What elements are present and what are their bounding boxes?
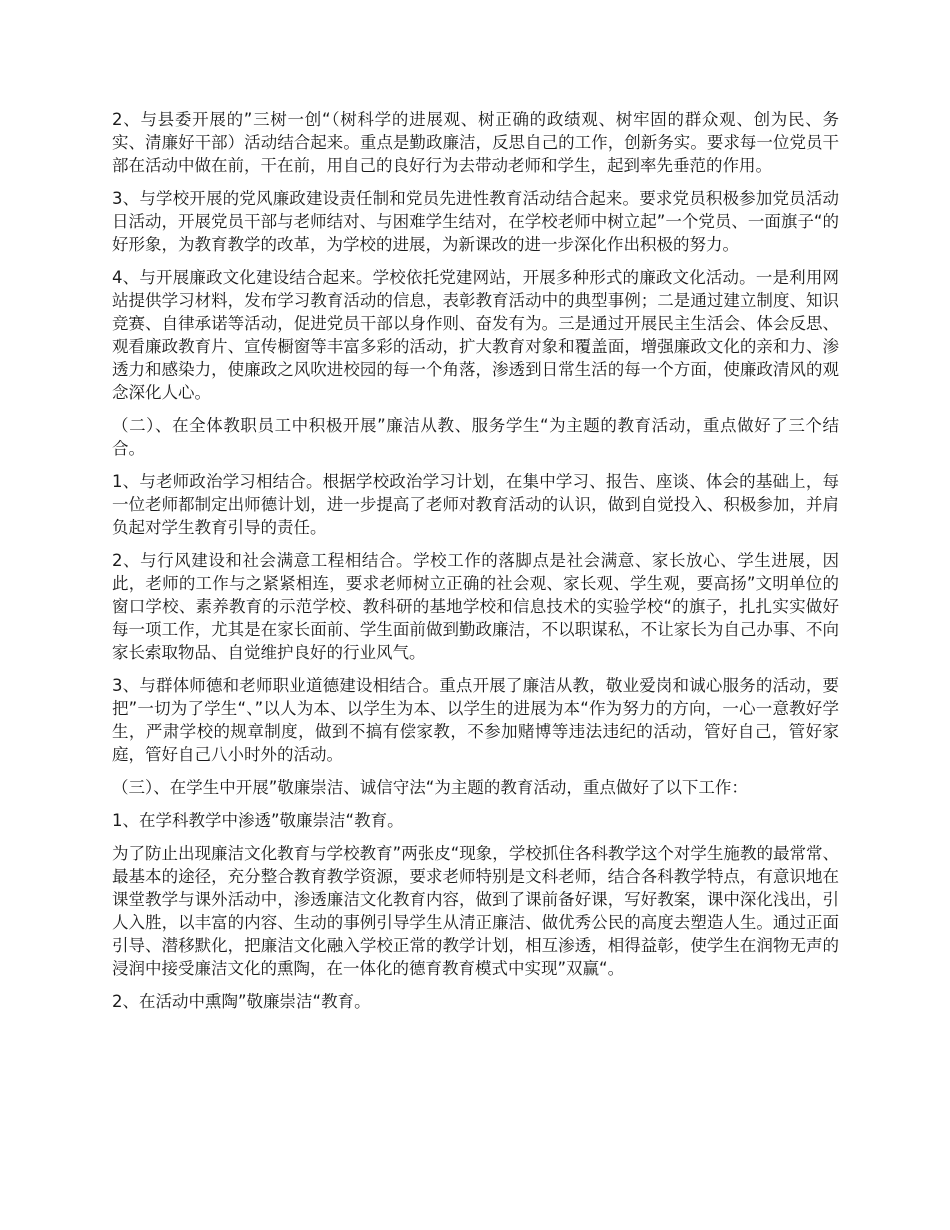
paragraph-section-two-heading: （二）、在全体教职员工中积极开展”廉洁从教、服务学生“为主题的教育活动，重点做好了三个结合。 <box>112 416 839 458</box>
paragraph-political-study: 1、与老师政治学习相结合。根据学校政治学习计划，在集中学习、报告、座谈、体会的基础上，每一位老师都制定出师德计划，进一步提高了老师对教育活动的认识，做到自觉投入、积极参加，并肩负起对学生教育引导的责任。 <box>112 472 839 537</box>
paragraph-section-three-heading: （三）、在学生中开展”敬廉崇洁、诚信守法“为主题的教育活动，重点做好了以下工作： <box>112 778 748 797</box>
document-page <box>112 108 839 1023</box>
paragraph-activity-heading: 2、在活动中熏陶”敬廉崇洁“教育。 <box>112 992 371 1011</box>
paragraph-industry-style: 2、与行风建设和社会满意工程相结合。学校工作的落脚点是社会满意、家长放心、学生进展，因此，老师的工作与之紧紧相连，要求老师树立正确的社会观、家长观、学生观，要高扬”文明单位的窗口学校、素养教育的示范学校、教科研的基地学校和信息技术的实验学校“的旗子，扎扎实实做好每一项工作，尤其是在家长面前、学生面前做到勤政廉洁，不以职谋私，不让家长为自己办事、不向家长索取物品、自觉维护良好的行业风气。 <box>112 551 839 662</box>
paragraph-teacher-ethics: 3、与群体师德和老师职业道德建设相结合。重点开展了廉洁从教，敬业爱岗和诚心服务的活动，要把”一切为了学生“、”以人为本、以学生为本、以学生的进展为本“作为努力的方向，一心一意教好学生，严肃学校的规章制度，做到不搞有偿家教，不参加赌博等违法违纪的活动，管好自己，管好家庭，管好自己八小时外的活动。 <box>112 676 839 764</box>
paragraph-county-activity: 2、与县委开展的”三树一创“（树科学的进展观、树正确的政绩观、树牢固的群众观、创为民、务实、清廉好干部）活动结合起来。重点是勤政廉洁，反思自己的工作，创新务实。要求每一位党员干部在活动中做在前，干在前，用自己的良好行为去带动老师和学生，起到率先垂范的作用。 <box>112 110 839 175</box>
paragraph-subject-teaching-heading: 1、在学科教学中渗透”敬廉崇洁“教育。 <box>112 811 404 830</box>
paragraph-clean-culture: 4、与开展廉政文化建设结合起来。学校依托党建网站，开展多种形式的廉政文化活动。一是利用网站提供学习材料，发布学习教育活动的信息，表彰教育活动中的典型事例；二是通过建立制度、知识竞赛、自律承诺等活动，促进党员干部以身作则、奋发有为。三是通过开展民主生活会、体会反思、观看廉政教育片、宣传橱窗等丰富多彩的活动，扩大教育对象和覆盖面，增强廉政文化的亲和力、渗透力和感染力，使廉政之风吹进校园的每一个角落，渗透到日常生活的每一个方面，使廉政清风的观念深化人心。 <box>112 268 839 402</box>
paragraph-school-party-style: 3、与学校开展的党风廉政建设责任制和党员先进性教育活动结合起来。要求党员积极参加党员活动日活动，开展党员干部与老师结对、与困难学生结对，在学校老师中树立起”一个党员、一面旗子“的好形象，为教育教学的改革，为学校的进展，为新课改的进一步深化作出积极的努力。 <box>112 189 839 254</box>
paragraph-subject-teaching-body: 为了防止出现廉洁文化教育与学校教育”两张皮“现象，学校抓住各科教学这个对学生施教的最常常、最基本的途径，充分整合教育教学资源，要求老师特别是文科老师，结合各科教学特点，有意识地在课堂教学与课外活动中，渗透廉洁文化教育内容，做到了课前备好课，写好教案，课中深化浅出，引人入胜，以丰富的内容、生动的事例引导学生从清正廉洁、做优秀公民的高度去塑造人生。通过正面引导、潜移默化，把廉洁文化融入学校正常的教学计划，相互渗透，相得益彰，使学生在润物无声的浸润中接受廉洁文化的熏陶，在一体化的德育教育模式中实现”双赢“。 <box>112 844 839 978</box>
